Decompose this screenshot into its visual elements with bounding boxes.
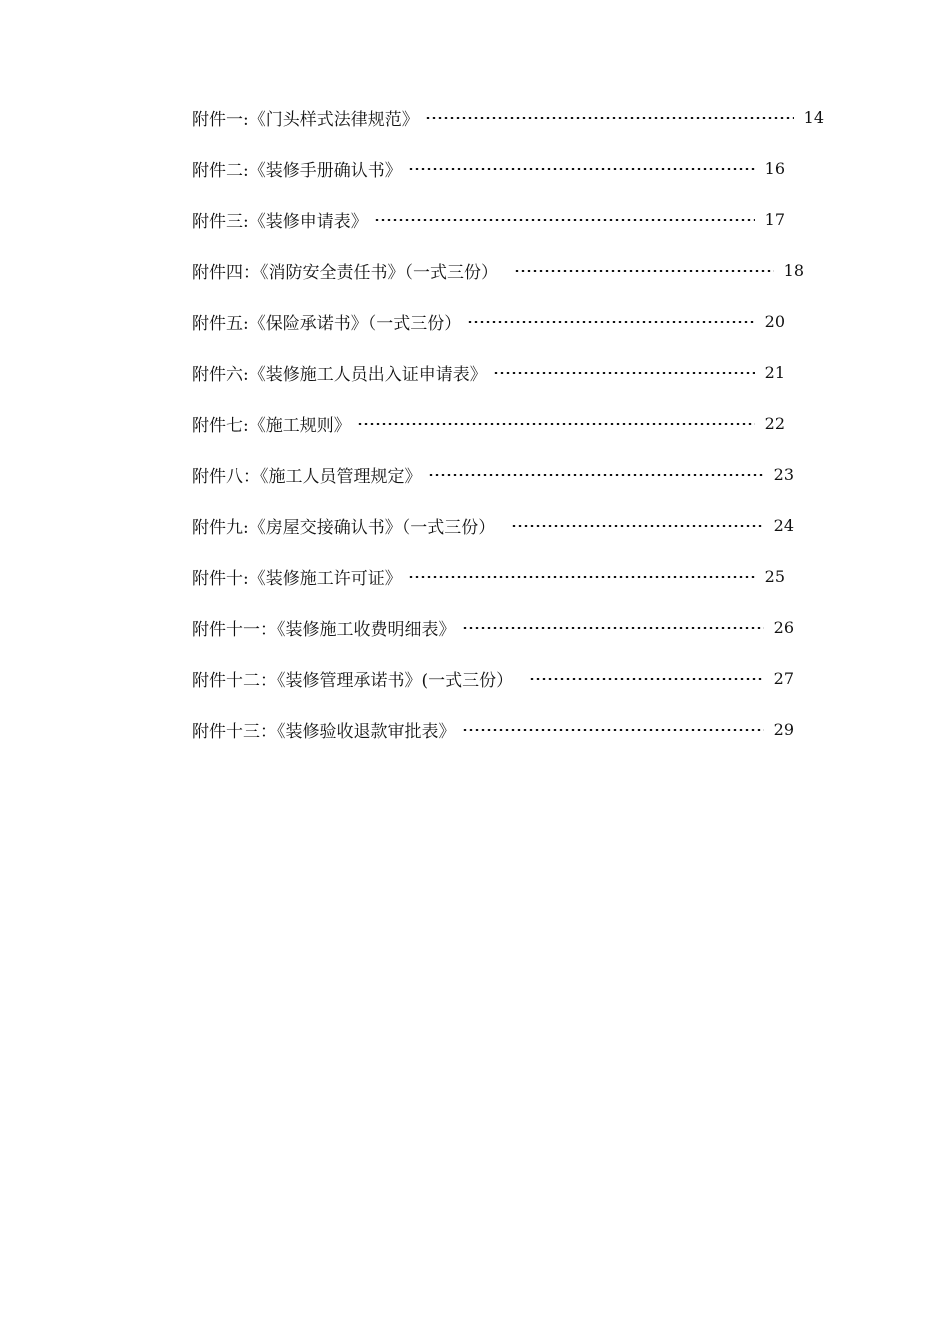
toc-leader-dots	[374, 219, 755, 221]
toc-leader-dots	[462, 627, 764, 629]
toc-leader-dots	[529, 678, 764, 680]
toc-leader-dots	[511, 525, 763, 527]
toc-entry-page: 24	[773, 515, 794, 535]
toc-entry-9[interactable]	[192, 508, 794, 542]
toc-entry-12[interactable]	[192, 661, 794, 695]
toc-leader-dots	[357, 423, 755, 425]
toc-entry-10[interactable]	[192, 559, 785, 593]
toc-entry-page: 26	[773, 617, 794, 637]
toc-entry-title: 附件四：《消防安全责任书》（一式三份）	[192, 262, 498, 283]
toc-entry-title: 附件十三：《装修验收退款审批表》	[192, 721, 456, 742]
toc-entry-title: 附件三:《装修申请表》	[192, 211, 368, 232]
toc-entry-page: 21	[764, 362, 785, 382]
toc-leader-dots	[428, 474, 764, 476]
toc-entry-1[interactable]	[192, 100, 824, 134]
toc-entry-3[interactable]	[192, 202, 785, 236]
toc-entry-6[interactable]	[192, 355, 785, 389]
toc-entry-page: 23	[773, 464, 794, 484]
toc-entry-title: 附件六:《装修施工人员出入证申请表》	[192, 364, 487, 385]
toc-entry-title: 附件十二：《装修管理承诺书》(一式三份）	[192, 670, 514, 691]
toc-leader-dots	[462, 729, 764, 731]
toc-entry-title: 附件七:《施工规则》	[192, 415, 351, 436]
toc-entry-8[interactable]	[192, 457, 794, 491]
toc-entry-page: 16	[764, 158, 785, 178]
toc-leader-dots	[408, 168, 755, 170]
toc-entry-title: 附件二:《装修手册确认书》	[192, 160, 402, 181]
toc-entry-title: 附件十一：《装修施工收费明细表》	[192, 619, 456, 640]
toc-entry-2[interactable]	[192, 151, 785, 185]
toc-leader-dots	[514, 270, 774, 272]
toc-entry-title: 附件八：《施工人员管理规定》	[192, 466, 422, 487]
toc-entry-title: 附件九:《房屋交接确认书》（一式三份）	[192, 517, 496, 538]
toc-entry-page: 20	[764, 311, 785, 331]
toc-entry-page: 18	[783, 260, 804, 280]
toc-entry-5[interactable]	[192, 304, 785, 338]
toc-entry-title: 附件一:《门头样式法律规范》	[192, 109, 419, 130]
toc-entry-4[interactable]	[192, 253, 804, 287]
toc-leader-dots	[425, 117, 794, 119]
toc-entry-7[interactable]	[192, 406, 785, 440]
toc-entry-page: 29	[773, 719, 794, 739]
toc-entry-13[interactable]	[192, 712, 794, 746]
toc-entry-title: 附件十:《装修施工许可证》	[192, 568, 402, 589]
toc-entry-11[interactable]	[192, 610, 794, 644]
toc-entry-page: 22	[764, 413, 785, 433]
toc-entry-page: 14	[803, 107, 824, 127]
toc-leader-dots	[493, 372, 755, 374]
toc-entry-title: 附件五:《保险承诺书》（一式三份）	[192, 313, 462, 334]
toc-leader-dots	[467, 321, 754, 323]
toc-entry-page: 25	[764, 566, 785, 586]
toc-entry-page: 27	[773, 668, 794, 688]
toc-leader-dots	[408, 576, 755, 578]
toc-entry-page: 17	[764, 209, 785, 229]
